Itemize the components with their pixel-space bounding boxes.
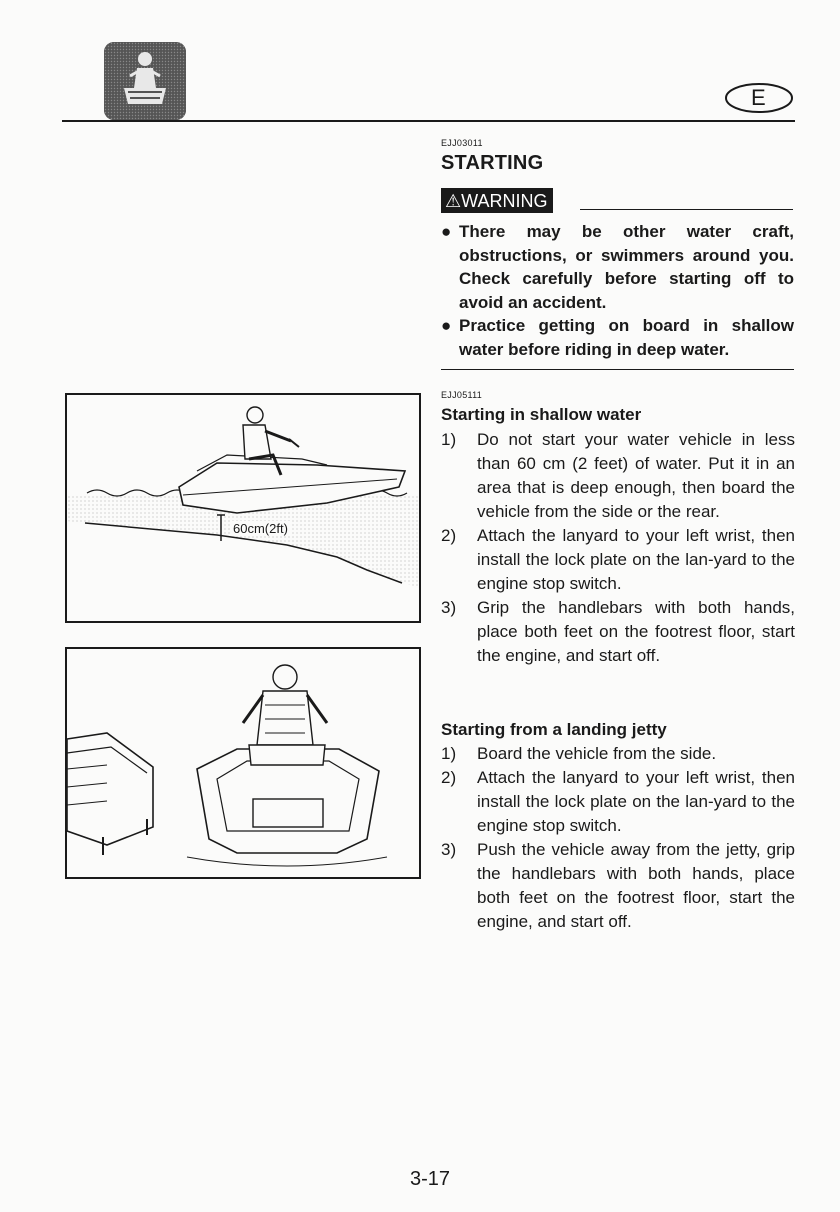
language-letter: E <box>751 85 766 110</box>
warning-bottom-rule <box>441 369 794 370</box>
list-item <box>441 742 795 766</box>
section-logo <box>104 42 186 120</box>
list-item <box>441 596 795 668</box>
step-text: Push the vehicle away from the jetty, grip the handlebars with both hands, place both feet on the footrest floor, start the engine, and start off. <box>477 840 795 931</box>
jetty-steps <box>441 742 795 934</box>
warning-list <box>441 220 794 361</box>
warning-rule <box>580 209 793 210</box>
list-item <box>441 524 795 596</box>
warning-item <box>441 314 794 361</box>
step-number: 2) <box>441 768 457 787</box>
step-text: Attach the lanyard to your left wrist, then install the lock plate on the lan-yard to the engine stop switch. <box>477 768 795 835</box>
warning-text: Practice getting on board in shallow water before riding in deep water. <box>459 316 794 359</box>
section-code: EJJ03011 <box>441 138 483 148</box>
bullet-icon: ● <box>441 222 452 241</box>
depth-label: 60cm(2ft) <box>233 521 288 536</box>
figure-shallow-water <box>65 393 421 623</box>
figure-landing-jetty <box>65 647 421 879</box>
shallow-water-illustration <box>67 395 419 621</box>
list-item <box>441 766 795 838</box>
warning-text: There may be other water craft, obstructions, or swimmers around you. Check carefully before starting off to avoid an accident. <box>459 222 794 312</box>
step-number: 3) <box>441 840 457 859</box>
list-item <box>441 838 795 934</box>
page-number: 3-17 <box>410 1168 451 1190</box>
personal-watercraft-rider-icon <box>104 42 186 120</box>
step-number: 1) <box>441 744 457 763</box>
step-number: 3) <box>441 598 457 617</box>
landing-jetty-illustration <box>67 649 419 877</box>
subsection-code: EJJ05111 <box>441 390 483 400</box>
warning-triangle-icon: ⚠ <box>445 191 462 211</box>
page-title: STARTING <box>441 152 544 174</box>
warning-label-text: WARNING <box>461 191 548 211</box>
language-badge <box>724 82 794 114</box>
header-rule <box>62 120 795 122</box>
step-text: Board the vehicle from the side. <box>477 744 717 763</box>
step-text: Grip the handlebars with both hands, place both feet on the footrest floor, start the engine, and start off. <box>477 598 795 665</box>
step-number: 1) <box>441 430 457 449</box>
step-text: Do not start your water vehicle in less than 60 cm (2 feet) of water. Put it in an area that is deep enough, then board the vehicle from the side or the rear. <box>477 430 795 521</box>
step-number: 2) <box>441 526 457 545</box>
list-item <box>441 428 795 524</box>
subsection-title-jetty: Starting from a landing jetty <box>441 720 667 739</box>
subsection-title-shallow: Starting in shallow water <box>441 405 642 424</box>
bullet-icon: ● <box>441 316 452 335</box>
step-text: Attach the lanyard to your left wrist, then install the lock plate on the lan-yard to the engine stop switch. <box>477 526 795 593</box>
warning-label <box>441 188 553 213</box>
warning-item <box>441 220 794 314</box>
shallow-steps <box>441 428 795 668</box>
